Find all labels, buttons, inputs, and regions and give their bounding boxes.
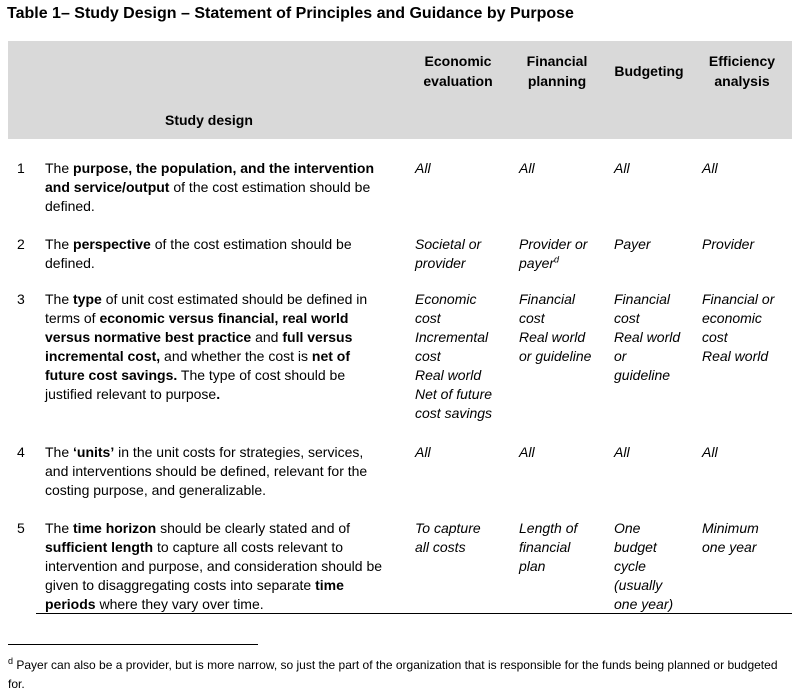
cell-economic-evaluation: Societal or provider [415,236,482,271]
row-description [45,235,390,273]
cell-economic-evaluation: All [415,160,431,176]
description-text: where they vary over time. [95,596,264,612]
table-title: Table 1– Study Design – Statement of Principles and Guidance by Purpose [7,5,574,22]
description-text: The type of cost should be justified relevant to purpose [45,367,346,402]
cell-efficiency-analysis: All [702,160,718,176]
row-number: 1 [17,160,25,176]
table-bottom-border [36,613,792,614]
cell-budgeting: All [614,444,630,460]
cell-text: Provider or payer [519,236,588,271]
description-bold-text: type [73,291,102,307]
row-description [45,443,390,500]
row-number: 3 [17,291,25,307]
description-text: of the cost estimation should be defined. [45,236,352,271]
cell-efficiency-analysis: Minimum one year [702,520,759,555]
footnote-marker: d [8,656,14,666]
description-text: should be clearly stated and of [156,520,351,536]
description-text: The [45,236,74,252]
row-description [45,519,390,614]
cell-economic-evaluation: Economic cost Incremental cost Real world Net of future cost savings [415,291,493,421]
column-header-budgeting: Budgeting [614,63,684,79]
description-text: to capture all costs relevant to intervention and purpose, and consideration should be given to disaggregating costs into separate [45,539,383,593]
column-header-efficiency-analysis: Efficiency analysis [708,53,776,89]
cell-financial-planning [519,235,609,273]
study-design-header: Study design [165,112,253,128]
column-header-economic-evaluation: Economic evaluation [423,53,493,89]
cell-financial-planning: All [519,444,535,460]
table-header-band [8,41,792,139]
row-number: 2 [17,236,25,252]
description-bold-text: ‘units’ [73,444,115,460]
footnote-separator [8,644,258,645]
description-bold-text: purpose, the population, and the intervention and service/output [45,160,375,195]
description-bold-text: full versus incremental cost, [45,329,353,364]
cell-economic-evaluation: All [415,444,431,460]
row-description [45,290,390,404]
cell-financial-planning: Financial cost Real world or guideline [519,291,592,364]
description-text: and whether the cost is [160,348,312,364]
description-text: The [45,444,74,460]
description-text: and [251,329,283,345]
description-text: The [45,520,74,536]
cell-budgeting: Financial cost Real world or guideline [614,291,681,383]
description-bold-text: economic versus financial, real world versus normative best practice [45,310,349,345]
description-text: of the cost estimation should be defined. [45,179,371,214]
cell-efficiency-analysis: Provider [702,236,755,252]
cell-efficiency-analysis: All [702,444,718,460]
cell-efficiency-analysis: Financial or economic cost Real world [702,291,775,364]
description-text: The [45,160,74,176]
description-bold-text: time periods [45,577,344,612]
description-text: in the unit costs for strategies, services, and interventions should be defined, relevant for the costing purpose, and generalizable. [45,444,368,498]
description-text: The [45,291,74,307]
cell-financial-planning: Length of financial plan [519,520,578,574]
row-number: 4 [17,444,25,460]
footnote [8,656,793,694]
description-bold-text: . [216,386,221,402]
description-text: of unit cost estimated should be defined in terms of [45,291,368,326]
description-bold-text: sufficient length [45,539,154,555]
row-number: 5 [17,520,25,536]
cell-budgeting: All [614,160,630,176]
cell-economic-evaluation: To capture all costs [415,520,481,555]
footnote-marker: d [554,254,560,265]
row-description [45,159,390,216]
cell-budgeting: Payer [614,236,651,252]
cell-financial-planning: All [519,160,535,176]
description-bold-text: net of future cost savings. [45,348,351,383]
cell-budgeting: One budget cycle (usually one year) [614,520,674,612]
column-header-financial-planning: Financial planning [526,53,588,89]
description-bold-text: time horizon [73,520,157,536]
footnote-text: Payer can also be a provider, but is more narrow, so just the part of the organization that is responsible for the funds being planned or budgeted for. [8,658,778,691]
description-bold-text: perspective [73,236,151,252]
